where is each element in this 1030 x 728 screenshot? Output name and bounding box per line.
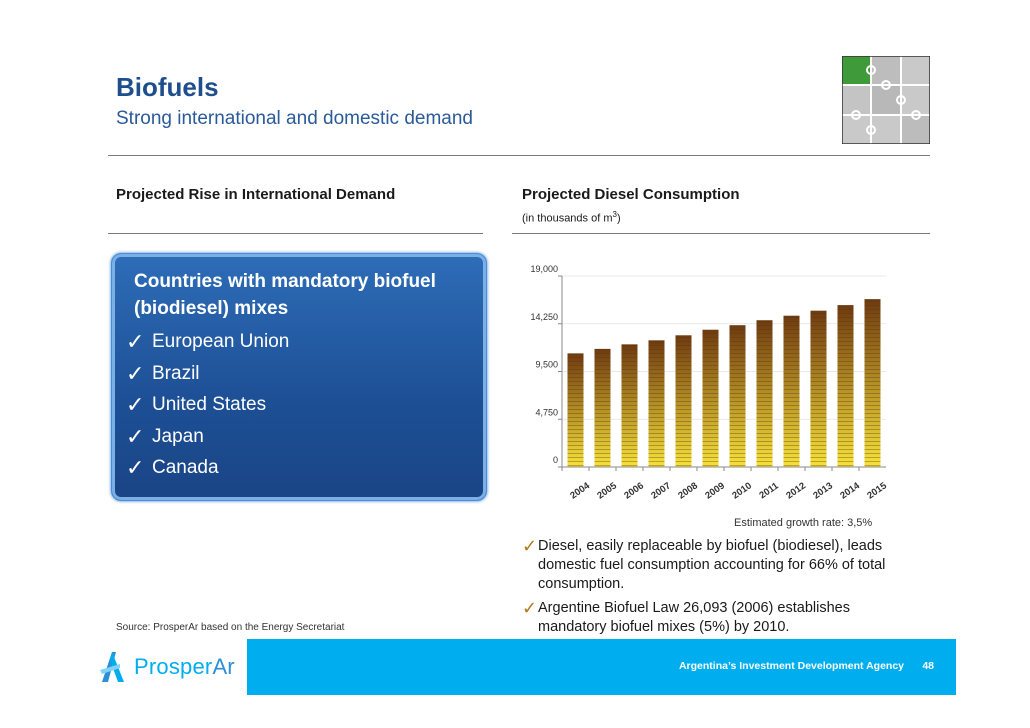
check-icon: ✓ [522,598,538,618]
x-tick-label: 2013 [811,480,835,502]
chart-units-note [522,210,621,225]
x-tick-label: 2008 [676,480,700,502]
title-divider [108,155,930,156]
y-tick-label: 0 [552,455,558,465]
units-prefix: (in thousands of m [522,212,613,225]
bar-stripes [568,353,584,467]
y-tick-label: 4,750 [535,407,558,418]
country-list [126,326,289,484]
right-section-heading: Projected Diesel Consumption [522,186,740,203]
bar-stripes [865,299,881,467]
list-item [126,358,289,390]
check-icon: ✓ [126,329,145,354]
prosperar-logo [98,647,235,687]
x-tick-label: 2014 [838,480,862,502]
list-item [126,326,289,358]
mandatory-mix-box [111,253,487,501]
right-divider [512,233,930,234]
page-title: Biofuels [116,72,219,102]
y-tick-label: 19,000 [530,264,558,274]
x-tick-label: 2011 [757,480,781,502]
country-label: Japan [152,425,204,447]
check-icon: ✓ [126,360,145,386]
bar-stripes [595,349,611,467]
bar-stripes [676,335,692,467]
y-tick-label: 14,250 [530,311,558,322]
country-label: European Union [152,331,290,352]
bar-stripes [649,340,665,467]
prosperar-logo-icon [98,650,126,684]
bar-stripes [811,311,827,467]
x-tick-label: 2006 [622,480,646,502]
list-item [126,421,289,453]
source-note: Source: ProsperAr based on the Energy Secretariat [116,622,345,633]
check-icon: ✓ [522,536,538,556]
bullet-text: Argentine Biofuel Law 26,093 (2006) establishes mandatory biofuel mixes (5%) by 2010. [538,600,850,635]
x-tick-label: 2005 [595,480,619,502]
growth-rate-note: Estimated growth rate: 3,5% [734,517,873,529]
list-item [126,452,289,484]
units-superscript: 3 [612,210,617,219]
bullet-text: Diesel, easily replaceable by biofuel (biodiesel), leads domestic fuel consumption accounting for 66% of total consumption. [538,538,886,592]
country-label: Canada [152,457,219,478]
bullet-biofuel-law [522,599,922,637]
x-tick-label: 2004 [568,480,592,502]
page-number: 48 [922,660,934,672]
left-divider [108,233,483,234]
bar-stripes [622,344,638,467]
x-tick-label: 2010 [730,480,754,502]
x-tick-label: 2015 [865,480,889,502]
bar-stripes [757,320,773,467]
check-icon: ✓ [126,455,145,480]
x-tick-label: 2007 [649,480,673,502]
y-tick-label: 9,500 [535,359,558,370]
bar-stripes [838,305,854,467]
agency-name: Argentina’s Investment Development Agency [678,660,904,672]
bullet-diesel [522,537,922,594]
page-subtitle: Strong international and domestic demand [116,108,474,129]
country-label: United States [152,394,267,415]
x-tick-label: 2009 [703,480,727,502]
check-icon: ✓ [126,423,145,449]
bar-stripes [730,325,746,467]
bar-stripes [703,330,719,467]
footer-bar [247,639,956,695]
x-tick-label: 2012 [784,480,808,502]
box-heading: Countries with mandatory biofuel (biodiesel) mixes [134,271,436,319]
logo-wordmark: ProsperAr [134,654,235,679]
left-section-heading: Projected Rise in International Demand [116,186,396,203]
units-suffix: ) [616,212,621,225]
country-label: Brazil [152,362,200,384]
puzzle-icon [842,56,930,144]
check-icon: ✓ [126,392,145,417]
list-item [126,389,289,421]
bar-stripes [784,316,800,467]
footer [76,639,956,695]
diesel-consumption-chart [510,262,900,512]
